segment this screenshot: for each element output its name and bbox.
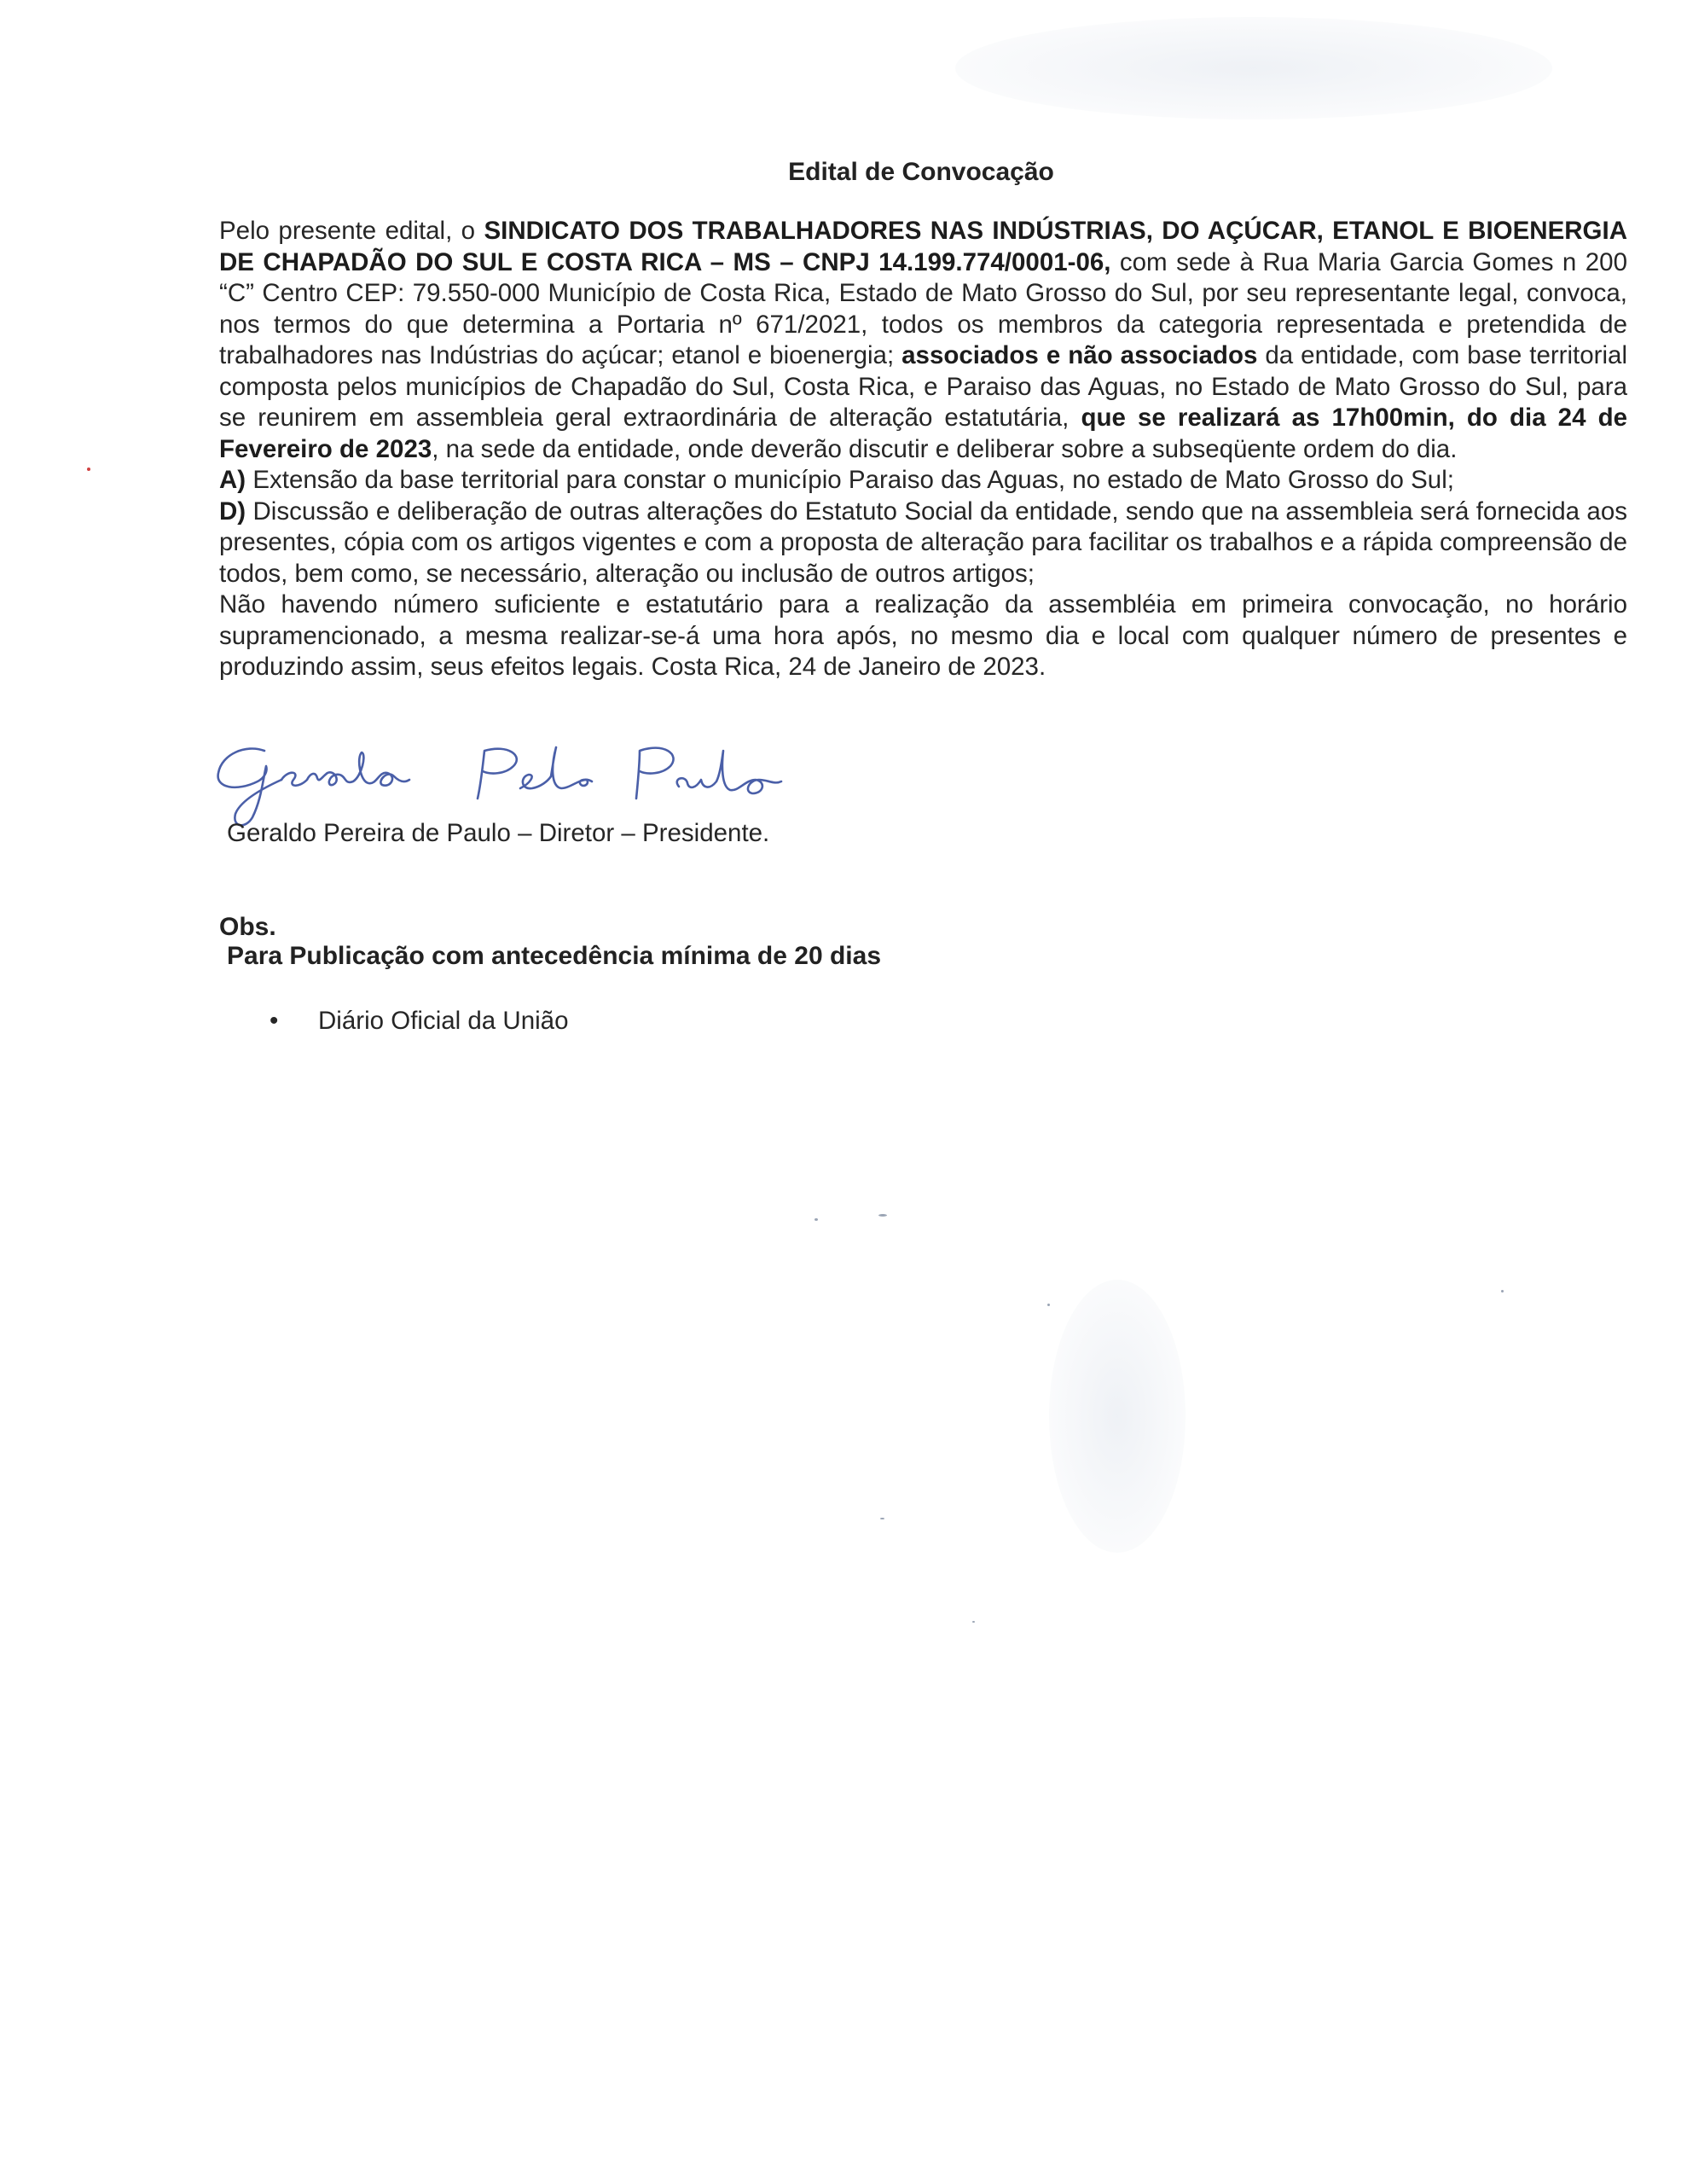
- scan-speck: [1501, 1290, 1504, 1292]
- meeting-date: que se realizará as 17h00min, do dia 24 de Fevereiro de 2023: [219, 404, 1627, 463]
- agenda-item-label: A): [219, 466, 246, 494]
- members-emphasis: associados e não associados: [901, 341, 1258, 369]
- paragraph-text: Pelo presente edital, o: [219, 217, 484, 245]
- document-body: [219, 216, 1627, 683]
- closing-paragraph: Não havendo número suficiente e estatutário para a realização da assembléia em primeira convocação, no horário supramencionado, a mesma realizar-se-á uma hora após, no mesmo dia e local com qualquer número de presentes e produzindo assim, seus efeitos legais. Costa Rica, 24 de Janeiro de 2023.: [219, 590, 1627, 681]
- scan-speck: [972, 1621, 975, 1623]
- obs-label: Obs.: [219, 913, 276, 941]
- agenda-item-label: D): [219, 497, 246, 526]
- convocation-paragraph: [219, 216, 1627, 465]
- scan-speck: [878, 1214, 887, 1217]
- publication-note: Para Publicação com antecedência mínima de 20 dias: [227, 942, 882, 970]
- signer-name: Geraldo Pereira de Paulo – Diretor – Presidente.: [227, 819, 770, 847]
- agenda-item-text: Extensão da base territorial para constar o município Paraiso das Aguas, no estado de Mato Grosso do Sul;: [246, 466, 1454, 494]
- scan-speck: [815, 1218, 818, 1221]
- agenda-item-d: [219, 497, 1627, 590]
- agenda-item-a: [219, 465, 1627, 497]
- document-title: Edital de Convocação: [788, 158, 1054, 186]
- publication-name: Diário Oficial da União: [318, 1007, 569, 1035]
- paragraph-text: da entidade, com base territorial composta pelos municípios de Chapadão do Sul, Costa Rica, e Paraiso das Aguas, no Estado de Mato Grosso do Sul, para se reunirem em assembleia geral extraordinária de alteração estatutária,: [219, 341, 1627, 432]
- scan-speck: [880, 1518, 884, 1519]
- scan-smudge: [1049, 1280, 1186, 1553]
- publication-list: [270, 1007, 569, 1036]
- paragraph-text: com sede à Rua Maria Garcia Gomes n 200 “C” Centro CEP: 79.550-000 Município de Costa Rica, Estado de Mato Grosso do Sul, por seu representante legal, convoca, nos termos do que determina a Portaria nº 671/2021, todos os membros da categoria representada e pretendida de trabalhadores nas Indústrias do açúcar; etanol e bioenergia;: [219, 247, 1627, 369]
- paragraph-text: , na sede da entidade, onde deverão discutir e deliberar sobre a subseqüente ordem do dia.: [432, 434, 1458, 463]
- list-item: [270, 1007, 569, 1036]
- scan-speck: [87, 468, 90, 471]
- union-name: SINDICATO DOS TRABALHADORES NAS INDÚSTRIAS, DO AÇÚCAR, ETANOL E BIOENERGIA DE CHAPADÃO DO SUL E COSTA RICA – MS – CNPJ 14.199.774/0001-06,: [219, 217, 1627, 276]
- bullet-icon: •: [270, 1007, 279, 1035]
- agenda-item-text: Discussão e deliberação de outras alterações do Estatuto Social da entidade, sendo que na assembleia será fornecida aos presentes, cópia com os artigos vigentes e com a proposta de alteração para facilitar os trabalhos e a rápida compreensão de todos, bem como, se necessário, alteração ou inclusão de outros artigos;: [219, 497, 1627, 588]
- scan-smudge: [955, 17, 1552, 119]
- scan-speck: [1047, 1304, 1050, 1306]
